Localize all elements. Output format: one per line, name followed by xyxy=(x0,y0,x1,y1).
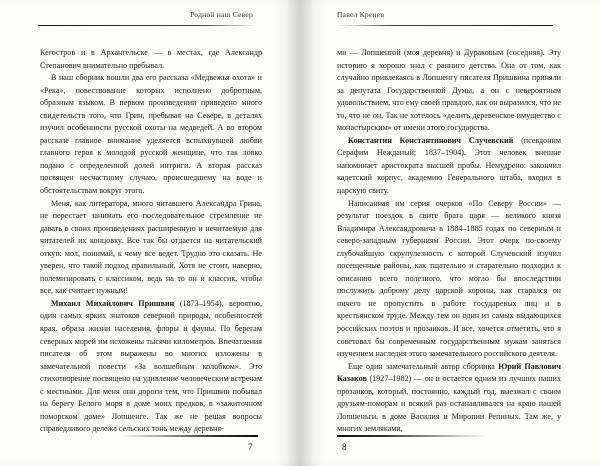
paragraph: Кегостров и в Архангельске — в местах, где Александр Степанович внимательно пребывал. xyxy=(40,48,262,70)
author-name: Константин Константинович Случевский xyxy=(348,135,514,145)
author-name: Юрий Павлович Казаков xyxy=(337,361,561,384)
bio-paragraph xyxy=(337,361,561,436)
author-name: Михаил Михайлович Пришвин xyxy=(51,298,175,308)
paragraph: В наш сборник вошли два его рассказа «Медвежья охота» и «Река», повествование которых исполнено добротным, образным языком. В первом произведении приведено много свидетельств того, что Грин, пребывая на Севере, в деталях изучил особенности русской охоты на медведей. А во втором рассказе главное внимание уделяется вспыхнувшей любви главного героя к молодой русской женщине, что так ловко подано с определенной долей интриги. А вторая рассказ посвящен несчастному случаю, происшедшему на воде и обстоятельствам вокруг этого. xyxy=(40,73,262,196)
paragraph: ми — Лопшенгой (моя деревня) и Дураковым (соседняя). Эту историю я хорошо знал с ранниго детства. Она от том, как случайно привлекаясь в Лопшенгу писателя Пришвина приняли за депутата Государственной Думы, а он с невероятным удовольствием, что ему своей правдою, как он выразился, что не то, что не он. Так не хотелось «делить деревенское имущество с монастырским» от имени этого государства. xyxy=(337,48,561,133)
bio-paragraph xyxy=(337,135,561,198)
header-rule xyxy=(38,25,258,26)
page-number: 7 xyxy=(248,442,253,452)
footer-ornament xyxy=(118,435,258,437)
header-rule xyxy=(337,25,553,26)
paragraph: Меня, как литератора, много читавшего Александра Грина, не перестает занимать его последовательное стремление не давать в своих произведениях расширенную и нечитаемую для читателей их концовку. Все так бы отдается на читательский откуп: мол, понимай, к чему все ведет. Трудно это сказать. Не уверен, что такой подход правильный. Хотя не стоит, наверно, полемизировать с классиком, ведь на то он и классик, чтобы все, как считает нужным! xyxy=(40,198,262,296)
body-text xyxy=(40,47,262,436)
bio-paragraph xyxy=(40,298,262,436)
paragraph: Написанная им серия очерков «По Северу России» — результат поездок в свите брата царя — великого князя Владимира Александровича в 1884–1885 годах по северным и северо-западным губерниям России. Этот очерк по-своему глубочайшую скрупулезность с которой Случевский изучил посещенные районы, как тщательно и старательно подходил к описанию всего полезного, что могло бы впоследствии послужить доброму делу царской короны, как старался он ничего не пропустить в работе государевых лиц и в крестьянском труде. Между тем он один из самых выдающихся российских поэтов и прозаиков. И все, хочется отметить, что я советовал бы современным государственным мужам заняться изучением наследия этого замечательного российского деятеля. xyxy=(337,198,561,359)
running-header: Павел Кренев xyxy=(337,10,385,19)
footer-ornament xyxy=(337,435,487,437)
lead-text: Еще один замечательный автор сборника xyxy=(348,361,499,371)
page-number: 8 xyxy=(342,442,347,452)
body-text xyxy=(337,47,561,436)
right-page xyxy=(300,0,600,466)
bio-text: (псевдоним Серафим Нежданый; 1837–1904). Этот человек внешне напоминает аристократа высшей пробы. Немудрено: закончил кадетский корпус, академию Генерального штаба, входил в царскую свиту. xyxy=(337,135,561,196)
running-header: Родной наш Север xyxy=(190,10,253,19)
bio-text: (1873–1954), вероятно, один самых ярких знатоков северной природы, особенностей края, образа жизни населения, флоры и фауны. По берегам северных морей им исхожены тысячи километров. Впечатления писателя об этом выражены во многих изложены в замечательной повести «За волшебным колобком». Это стихотворение посвящено на удивление человеческим встречам с местными. Для меня они дороги тем, что Пришвин побывал на берегу Белого моря в доме моих предков, в «зажиточном поморском доме» Лопшенге. Так же не решая вопросы справедливого дележа сельских тонь между деревня- xyxy=(40,298,262,434)
bio-text: (1927–1982) — он и остается одним из лучших наших прозаиков, который, постоянно, каждый год, выезжал с своим друзьям-поморам и всякий раз останавливался на краю нашей Лопшеньги, в доме Василия и Миропии Репиных. Там же, у многих земляками, xyxy=(337,374,561,434)
